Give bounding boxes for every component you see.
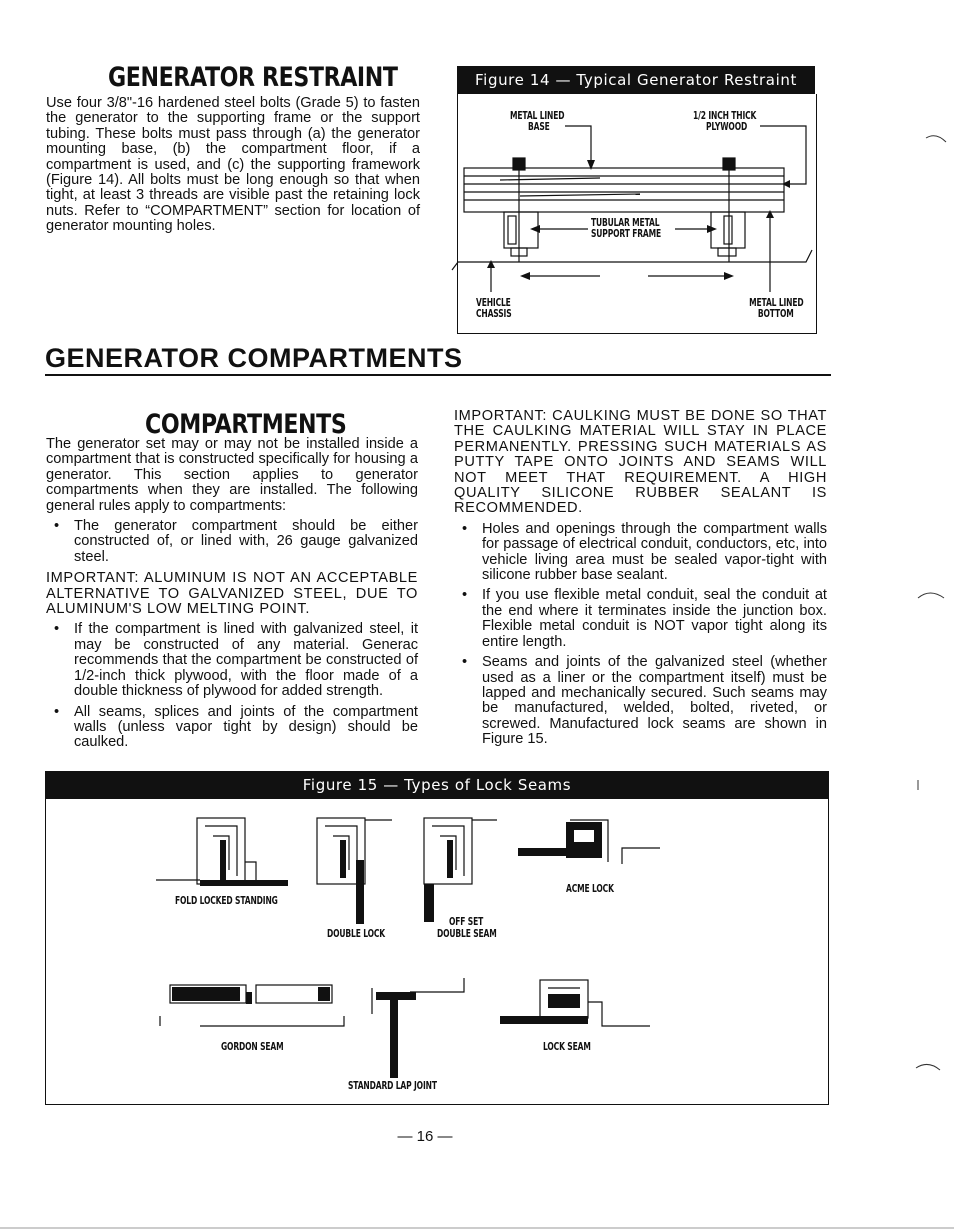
figure-15-title: Figure 15 — Types of Lock Seams <box>45 771 829 799</box>
label-metal-lined-base-2: BASE <box>528 121 550 133</box>
bullet-plywood: • If the compartment is lined with galvanized steel, it may be constructed of any material. Generac recommends that the compartment be constructed of 1/2-inch thick plywood, with the floor made of a double thickness of plywood for added strength. <box>46 622 418 699</box>
label-lock-seam: LOCK SEAM <box>543 1041 591 1053</box>
label-gordon-seam: GORDON SEAM <box>221 1041 284 1053</box>
subsection-heading-compartments: COMPARTMENTS <box>145 409 347 440</box>
important-aluminum: IMPORTANT: ALUMINUM IS NOT AN ACCEPTABLE ALTERNATIVE TO GALVANIZED STEEL, DUE TO ALUMINUM'S LOW MELTING POINT. <box>46 570 418 618</box>
label-vehicle-chassis-2: CHASSIS <box>476 308 512 320</box>
label-metal-lined-bottom-1: METAL LINED <box>749 297 804 309</box>
bullet-galvanized-steel: • The generator compartment should be either constructed of, or lined with, 26 gauge galvanized steel. <box>46 519 418 565</box>
label-plywood-2: PLYWOOD <box>706 121 748 133</box>
section-heading-generator-restraint: GENERATOR RESTRAINT <box>108 62 398 93</box>
section-heading-generator-compartments: GENERATOR COMPARTMENTS <box>45 343 463 373</box>
page-number: — 16 — <box>397 1128 453 1145</box>
label-fold-locked-standing: FOLD LOCKED STANDING <box>175 895 278 907</box>
label-vehicle-chassis-1: VEHICLE <box>476 297 511 309</box>
bullet-caulked: • All seams, splices and joints of the compartment walls (unless vapor tight by design) should be caulked. <box>46 705 418 751</box>
label-off-set: OFF SET <box>449 916 484 928</box>
label-double-lock: DOUBLE LOCK <box>327 928 386 940</box>
bullet-conduit-openings: • Holes and openings through the compartment walls for passage of electrical conduit, conductors, etc, into vehicle living area must be sealed vapor-tight with silicone rubber base sealant. <box>454 522 827 584</box>
label-acme-lock: ACME LOCK <box>566 883 614 895</box>
label-double-seam: DOUBLE SEAM <box>437 928 497 940</box>
figure-14-title: Figure 14 — Typical Generator Restraint <box>457 66 815 94</box>
label-tubular-2: SUPPORT FRAME <box>591 228 662 240</box>
bullet-flexible-conduit: • If you use flexible metal conduit, seal the conduit at the end where it terminates inside the junction box. Flexible metal conduit is NOT vapor tight along its entire length. <box>454 588 827 650</box>
important-caulking: IMPORTANT: CAULKING MUST BE DONE SO THAT THE CAULKING MATERIAL WILL STAY IN PLACE PERMANENTLY. PRESSING SUCH MATERIALS AS PUTTY TAPE ONTO JOINTS AND SEAMS WILL NOT MEET THAT REQUIREMENT. A HIGH QUALITY SILICONE RUBBER SEALANT IS RECOMMENDED. <box>454 408 827 517</box>
label-tubular-1: TUBULAR METAL <box>591 217 660 229</box>
label-standard-lap-joint: STANDARD LAP JOINT <box>348 1080 437 1092</box>
compartments-intro: The generator set may or may not be installed inside a compartment that is constructed specifically for housing a generator. This section applies to generator compartments when they are installed. The following general rules apply to compartments: <box>46 436 418 514</box>
label-metal-lined-base-1: METAL LINED <box>510 110 565 122</box>
label-plywood-1: 1/2 INCH THICK <box>693 110 757 122</box>
label-metal-lined-bottom-2: BOTTOM <box>758 308 794 320</box>
generator-restraint-paragraph: Use four 3/8"-16 hardened steel bolts (Grade 5) to fasten the generator to the supporting frame or the support tubing. These bolts must pass through (a) the generator mounting base, (b) the compartment floor, if a compartment is used, and (c) the supporting framework (Figure 14). All bolts must be long enough so that when tight, at least 3 threads are visible past the retaining lock nuts. Refer to “COMPARTMENT” section for location of generator mounting holes. <box>46 95 420 235</box>
bullet-seams-joints: • Seams and joints of the galvanized steel (whether used as a liner or the compartment itself) must be lapped and mechanically secured. Such seams may be manufactured, welded, bolted, riveted, or screwed. Manufactured lock seams are shown in Figure 15. <box>454 655 827 747</box>
